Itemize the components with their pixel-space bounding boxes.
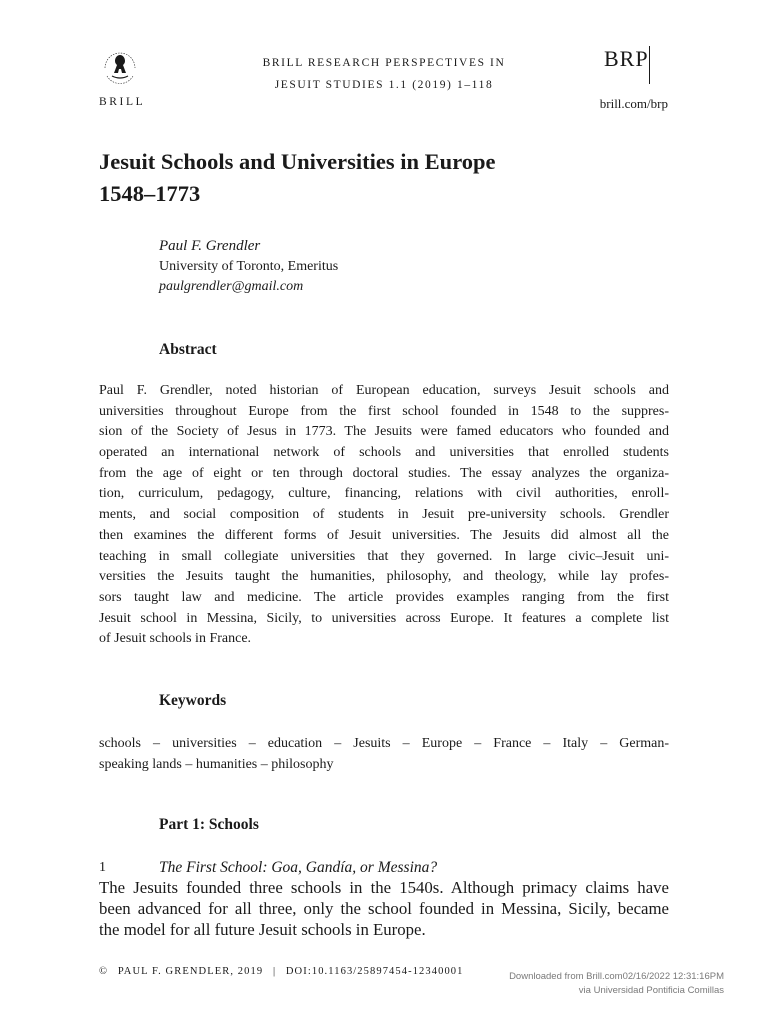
download-watermark (509, 970, 724, 998)
copyright-symbol: © (99, 966, 109, 977)
brp-logo-rule (649, 46, 650, 84)
abstract-line: sors taught law and medicine. The article provides examples ranging from the first (99, 589, 669, 605)
brp-url-link[interactable]: brill.com/brp (599, 96, 668, 111)
part-heading: Part 1: Schools (159, 816, 259, 833)
footer-citation (99, 966, 464, 977)
abstract-heading: Abstract (159, 341, 217, 358)
abstract-line: teaching in small collegiate universities that they governed. In large civic–Jesuit uni- (99, 548, 669, 564)
author-name: Paul F. Grendler (159, 238, 261, 254)
abstract-line: from the age of eight or ten through doctoral studies. The essay analyzes the organiza- (99, 465, 669, 481)
series-volume: JESUIT STUDIES 1.1 (2019) 1–118 (274, 79, 494, 91)
section-number: 1 (99, 860, 106, 875)
body-line: been advanced for all three, only the school founded in Messina, Sicily, became (99, 899, 669, 918)
body-line: The Jesuits founded three schools in the 1540s. Although primacy claims have (99, 878, 669, 897)
section-body (99, 877, 669, 940)
series-title: BRILL RESEARCH PERSPECTIVES IN (262, 57, 506, 69)
download-line1: Downloaded from Brill.com02/16/2022 12:31:16PM (509, 971, 724, 982)
abstract-line: of Jesuit schools in France. (99, 631, 252, 647)
abstract-line: universities throughout Europe from the first school founded in 1548 to the suppres- (99, 403, 669, 419)
article-title-line1: Jesuit Schools and Universities in Europe (99, 149, 496, 174)
section-title: The First School: Goa, Gandía, or Messina? (159, 859, 438, 876)
brill-publisher-word: BRILL (99, 96, 146, 108)
abstract-line: tion, curriculum, pedagogy, culture, financing, relations with civil authorities, enroll- (99, 486, 669, 502)
keywords-heading: Keywords (159, 692, 227, 709)
abstract-line: versities the Jesuits taught the humanities, philosophy, and theology, while lay profes- (99, 569, 669, 585)
abstract-line: sion of the Society of Jesus in 1773. The Jesuits were famed educators who founded and (99, 424, 669, 440)
copyright-holder: PAUL F. GRENDLER, 2019 (117, 966, 264, 977)
series-info (220, 52, 548, 96)
abstract-line: then examines the different forms of Jesuit universities. The Jesuits did almost all the (99, 527, 669, 543)
abstract-text (99, 381, 669, 650)
abstract-line: Paul F. Grendler, noted historian of European education, surveys Jesuit schools and (99, 383, 669, 398)
doi-link[interactable]: DOI:10.1163/25897454-12340001 (285, 966, 464, 977)
author-email-link[interactable]: paulgrendler@gmail.com (159, 279, 304, 294)
footer-separator: | (272, 966, 277, 977)
article-title-line2: 1548–1773 (99, 181, 201, 206)
brill-seal-logo (99, 46, 141, 88)
body-line: the model for all future Jesuit schools in Europe. (99, 920, 426, 939)
keywords-line: schools – universities – education – Jesuits – Europe – France – Italy – German- (99, 736, 669, 751)
article-title (99, 146, 659, 210)
brp-logo: BRP (604, 46, 649, 71)
abstract-line: ments, and social composition of students in Jesuit pre-university schools. Grendler (99, 507, 669, 523)
keywords-line: speaking lands – humanities – philosophy (99, 756, 334, 772)
author-affiliation: University of Toronto, Emeritus (159, 259, 339, 274)
abstract-line: Jesuit school in Messina, Sicily, to universities across Europe. It features a complete list (99, 610, 669, 626)
abstract-line: operated an international network of schools and universities that enrolled students (99, 445, 669, 461)
keywords-text (99, 734, 669, 775)
download-line2: via Universidad Pontificia Comillas (578, 985, 724, 996)
